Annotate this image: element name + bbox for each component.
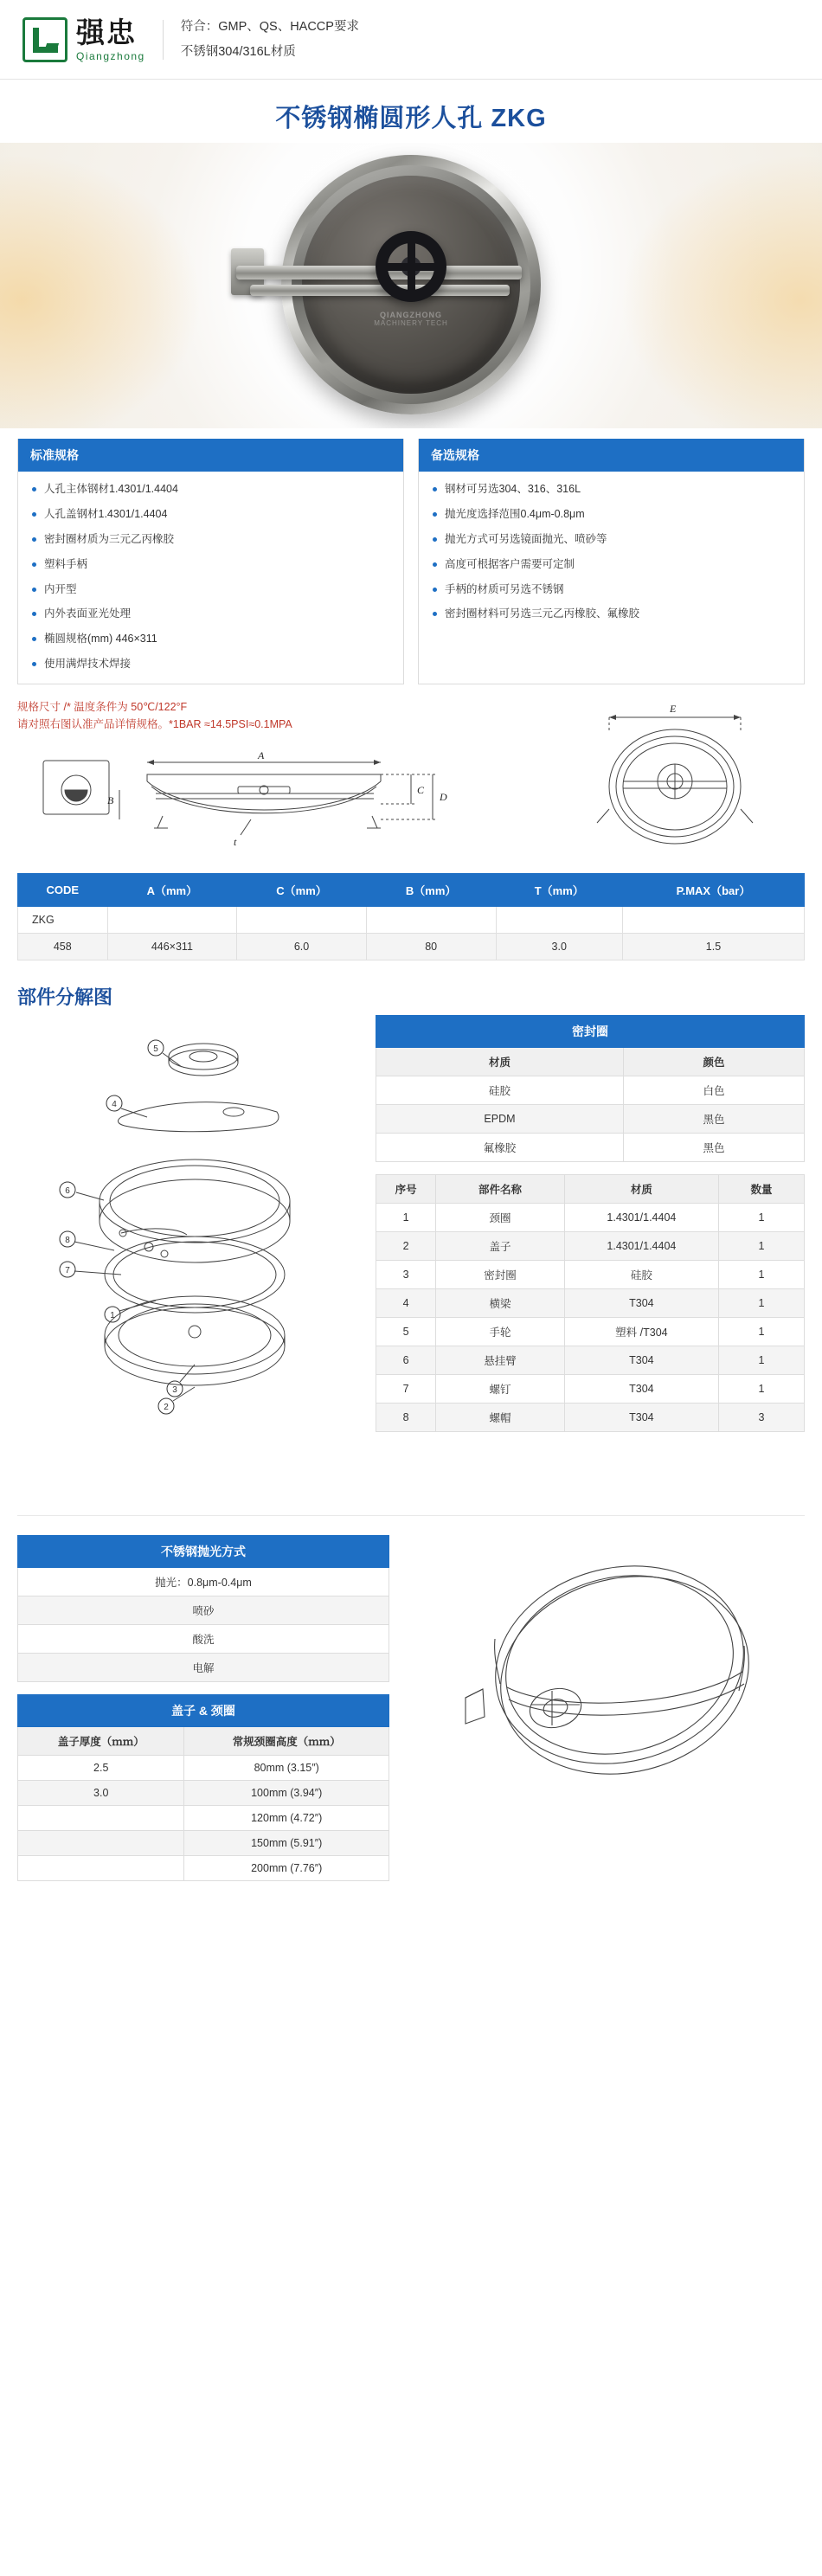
title-band <box>0 80 822 143</box>
list-item: 塑料手柄 <box>18 552 403 577</box>
code-spec-table <box>17 873 805 960</box>
dimension-note <box>17 698 533 733</box>
watermark-line-1: QIANGZHONG <box>379 311 442 320</box>
table-row <box>376 1232 805 1261</box>
cell: 458 <box>18 934 108 960</box>
table-header-row <box>376 1175 805 1204</box>
cell: 悬挂臂 <box>436 1346 565 1375</box>
cell: 黑色 <box>623 1105 804 1134</box>
cell: 3.0 <box>496 934 622 960</box>
cell: 1 <box>718 1289 804 1318</box>
list-item: 高度可根据客户需要可定制 <box>419 552 804 577</box>
cell: 电解 <box>18 1654 389 1682</box>
callout-4: 4 <box>112 1100 117 1109</box>
cell: 6.0 <box>237 934 367 960</box>
standard-spec-card <box>17 439 404 684</box>
top-view-drawing <box>545 698 805 863</box>
cell <box>496 907 622 934</box>
cell: 1.5 <box>622 934 804 960</box>
cell: 1.4301/1.4404 <box>564 1204 718 1232</box>
manhole-handwheel <box>376 231 446 302</box>
table-row <box>376 1134 805 1162</box>
cell: 80 <box>366 934 496 960</box>
exploded-view-section <box>0 1015 822 1500</box>
exploded-drawing-svg <box>17 1015 363 1487</box>
list-item: 人孔盖钢材1.4301/1.4404 <box>18 502 403 527</box>
cell: 喷砂 <box>18 1596 389 1625</box>
table-row <box>18 1806 389 1831</box>
list-item: 密封圈材质为三元乙丙橡胶 <box>18 527 403 552</box>
manhole-illustration <box>281 155 541 414</box>
logo-chinese-name: 强忠 <box>76 16 137 48</box>
table-header-row <box>18 1727 389 1756</box>
table-row <box>18 1781 389 1806</box>
dimension-section <box>0 684 822 864</box>
bottom-section <box>0 1516 822 1919</box>
cell: T304 <box>564 1346 718 1375</box>
cell: 横梁 <box>436 1289 565 1318</box>
table-header-row <box>18 874 805 907</box>
cell <box>18 1806 184 1831</box>
cell: 1 <box>376 1204 436 1232</box>
dim-label-t: t <box>234 836 237 848</box>
table-header-row <box>376 1048 805 1076</box>
table-row <box>376 1076 805 1105</box>
cell: 1.4301/1.4404 <box>564 1232 718 1261</box>
logo-english-name: Qiangzhong <box>76 49 145 62</box>
cell <box>18 1856 184 1881</box>
cell: 塑料 /T304 <box>564 1318 718 1346</box>
cell <box>237 907 367 934</box>
cell: 螺帽 <box>436 1404 565 1432</box>
table-title-row <box>18 1695 389 1727</box>
list-item: 手柄的材质可另选不锈钢 <box>419 577 804 602</box>
callout-5: 5 <box>153 1044 158 1054</box>
section-drawing-svg <box>17 736 519 858</box>
exploded-tables <box>376 1015 805 1500</box>
cell: 1 <box>718 1318 804 1346</box>
seal-ring-table <box>376 1015 805 1162</box>
cell: 3 <box>718 1404 804 1432</box>
polish-method-table <box>17 1535 389 1682</box>
list-item: 抛光度选择范围0.4μm-0.8μm <box>419 502 804 527</box>
cell: 氟橡胶 <box>376 1134 624 1162</box>
table-title-row <box>18 1536 389 1568</box>
cell: 200mm (7.76″) <box>184 1856 389 1881</box>
dimension-left <box>17 698 533 864</box>
cell: 1 <box>718 1261 804 1289</box>
cell: 颈圈 <box>436 1204 565 1232</box>
compliance-line-1: 符合：GMP、QS、HACCP要求 <box>180 19 359 34</box>
list-item: 内外表面亚光处理 <box>18 601 403 626</box>
list-item: 人孔主体钢材1.4301/1.4404 <box>18 477 403 502</box>
cell: 盖子 <box>436 1232 565 1261</box>
cell: 150mm (5.91″) <box>184 1831 389 1856</box>
table-row <box>18 1756 389 1781</box>
list-item: 抛光方式可另选镜面抛光、喷砂等 <box>419 527 804 552</box>
cell: 3 <box>376 1261 436 1289</box>
header-compliance-text <box>181 15 359 65</box>
polish-table-title: 不锈钢抛光方式 <box>18 1536 389 1568</box>
dimension-note-line-2: 请对照右图认准产品详情规格。*1BAR ≈14.5PSI≈0.1MPA <box>17 718 292 730</box>
image-watermark <box>374 311 448 327</box>
cell <box>622 907 804 934</box>
dim-label-b: B <box>107 794 114 806</box>
top-view-svg <box>545 698 805 863</box>
perspective-drawing <box>403 1535 805 1893</box>
compliance-line-2: 不锈钢304/316L材质 <box>180 44 296 59</box>
cell: ZKG <box>18 907 108 934</box>
col-a: A（mm） <box>107 874 237 907</box>
perspective-drawing-svg <box>403 1535 801 1795</box>
table-row <box>376 1105 805 1134</box>
cell: T304 <box>564 1404 718 1432</box>
cover-table-title: 盖子 & 颈圈 <box>18 1695 389 1727</box>
cell: 2 <box>376 1232 436 1261</box>
parts-list-table <box>376 1174 805 1432</box>
table-row <box>376 1261 805 1289</box>
dim-label-a: A <box>258 749 265 761</box>
dim-label-d: D <box>440 791 447 803</box>
cell: 抛光：0.8μm-0.4μm <box>18 1568 389 1596</box>
cell: 446×311 <box>107 934 237 960</box>
cell: 100mm (3.94″) <box>184 1781 389 1806</box>
callout-1: 1 <box>110 1311 115 1320</box>
hero-product-image <box>0 143 822 428</box>
cell: 8 <box>376 1404 436 1432</box>
col-index: 序号 <box>376 1175 436 1204</box>
standard-spec-list <box>18 472 403 684</box>
seal-table-title: 密封圈 <box>376 1016 805 1048</box>
dimension-note-line-1: 规格尺寸 /* 温度条件为 50℃/122°F <box>17 701 188 713</box>
section-drawing <box>17 736 533 864</box>
list-item: 椭圆规格(mm) 446×311 <box>18 626 403 652</box>
cell: 80mm (3.15″) <box>184 1756 389 1781</box>
cell <box>18 1831 184 1856</box>
optional-spec-list <box>419 472 804 633</box>
standard-spec-heading: 标准规格 <box>18 439 403 472</box>
dim-label-e: E <box>670 703 677 715</box>
watermark-line-2: MACHINERY TECH <box>374 319 448 328</box>
cell: 手轮 <box>436 1318 565 1346</box>
table-title-row <box>376 1016 805 1048</box>
cell: 硅胶 <box>564 1261 718 1289</box>
table-row <box>18 934 805 960</box>
optional-spec-heading: 备选规格 <box>419 439 804 472</box>
header-divider <box>163 20 164 60</box>
col-material: 材质 <box>376 1048 624 1076</box>
table-row <box>18 1625 389 1654</box>
cell: 1 <box>718 1375 804 1404</box>
callout-6: 6 <box>65 1186 70 1196</box>
col-qty: 数量 <box>718 1175 804 1204</box>
callout-2: 2 <box>164 1403 169 1412</box>
list-item: 内开型 <box>18 577 403 602</box>
cell <box>366 907 496 934</box>
table-row <box>376 1318 805 1346</box>
table-row <box>18 1654 389 1682</box>
col-color: 颜色 <box>623 1048 804 1076</box>
cell: 6 <box>376 1346 436 1375</box>
list-item: 使用满焊技术焊接 <box>18 652 403 677</box>
cell: 酸洗 <box>18 1625 389 1654</box>
cell: 白色 <box>623 1076 804 1105</box>
cell: 4 <box>376 1289 436 1318</box>
callout-8: 8 <box>65 1236 70 1245</box>
manhole-crossbar-lower <box>250 285 510 296</box>
cell: 5 <box>376 1318 436 1346</box>
cell: 7 <box>376 1375 436 1404</box>
table-row <box>376 1289 805 1318</box>
col-t: T（mm） <box>496 874 622 907</box>
logo-mark-icon <box>22 17 67 62</box>
list-item: 密封圈材料可另选三元乙丙橡胶、氟橡胶 <box>419 601 804 626</box>
table-row <box>376 1346 805 1375</box>
hero-glow-left <box>0 143 216 428</box>
table-row <box>18 1568 389 1596</box>
cell: 硅胶 <box>376 1076 624 1105</box>
table-row <box>376 1375 805 1404</box>
col-material: 材质 <box>564 1175 718 1204</box>
col-pmax: P.MAX（bar） <box>622 874 804 907</box>
col-part-name: 部件名称 <box>436 1175 565 1204</box>
cell: 1 <box>718 1204 804 1232</box>
cell: 1 <box>718 1232 804 1261</box>
list-item: 钢材可另选304、316、316L <box>419 477 804 502</box>
col-cover-thickness: 盖子厚度（ｍｍ） <box>18 1727 184 1756</box>
cover-neck-table <box>17 1694 389 1881</box>
cell: 螺钉 <box>436 1375 565 1404</box>
cell: 1 <box>718 1346 804 1375</box>
optional-spec-card <box>418 439 805 684</box>
specification-section <box>0 428 822 684</box>
cell: EPDM <box>376 1105 624 1134</box>
cell: 黑色 <box>623 1134 804 1162</box>
table-row <box>18 1856 389 1881</box>
cell: T304 <box>564 1289 718 1318</box>
table-row <box>376 1404 805 1432</box>
cell: 120mm (4.72″) <box>184 1806 389 1831</box>
page-header <box>0 0 822 80</box>
table-row <box>18 1831 389 1856</box>
cell <box>107 907 237 934</box>
brand-logo <box>22 17 145 62</box>
exploded-drawing <box>17 1015 363 1500</box>
cell: 密封圈 <box>436 1261 565 1289</box>
exploded-view-title: 部件分解图 <box>17 986 113 1008</box>
dim-label-c: C <box>417 784 425 796</box>
table-row <box>18 907 805 934</box>
cell: 3.0 <box>18 1781 184 1806</box>
col-neck-height: 常规颈圈高度（ｍｍ） <box>184 1727 389 1756</box>
table-row <box>18 1596 389 1625</box>
col-b: B（mm） <box>366 874 496 907</box>
table-row <box>376 1204 805 1232</box>
page-title: 不锈钢椭圆形人孔 ZKG <box>275 105 547 132</box>
cell: T304 <box>564 1375 718 1404</box>
col-code: CODE <box>18 874 108 907</box>
callout-3: 3 <box>172 1385 177 1395</box>
bottom-tables <box>17 1535 389 1893</box>
logo-text <box>76 18 145 61</box>
callout-7: 7 <box>65 1266 70 1275</box>
hero-glow-right <box>606 143 822 428</box>
col-c: C（mm） <box>237 874 367 907</box>
cell: 2.5 <box>18 1756 184 1781</box>
